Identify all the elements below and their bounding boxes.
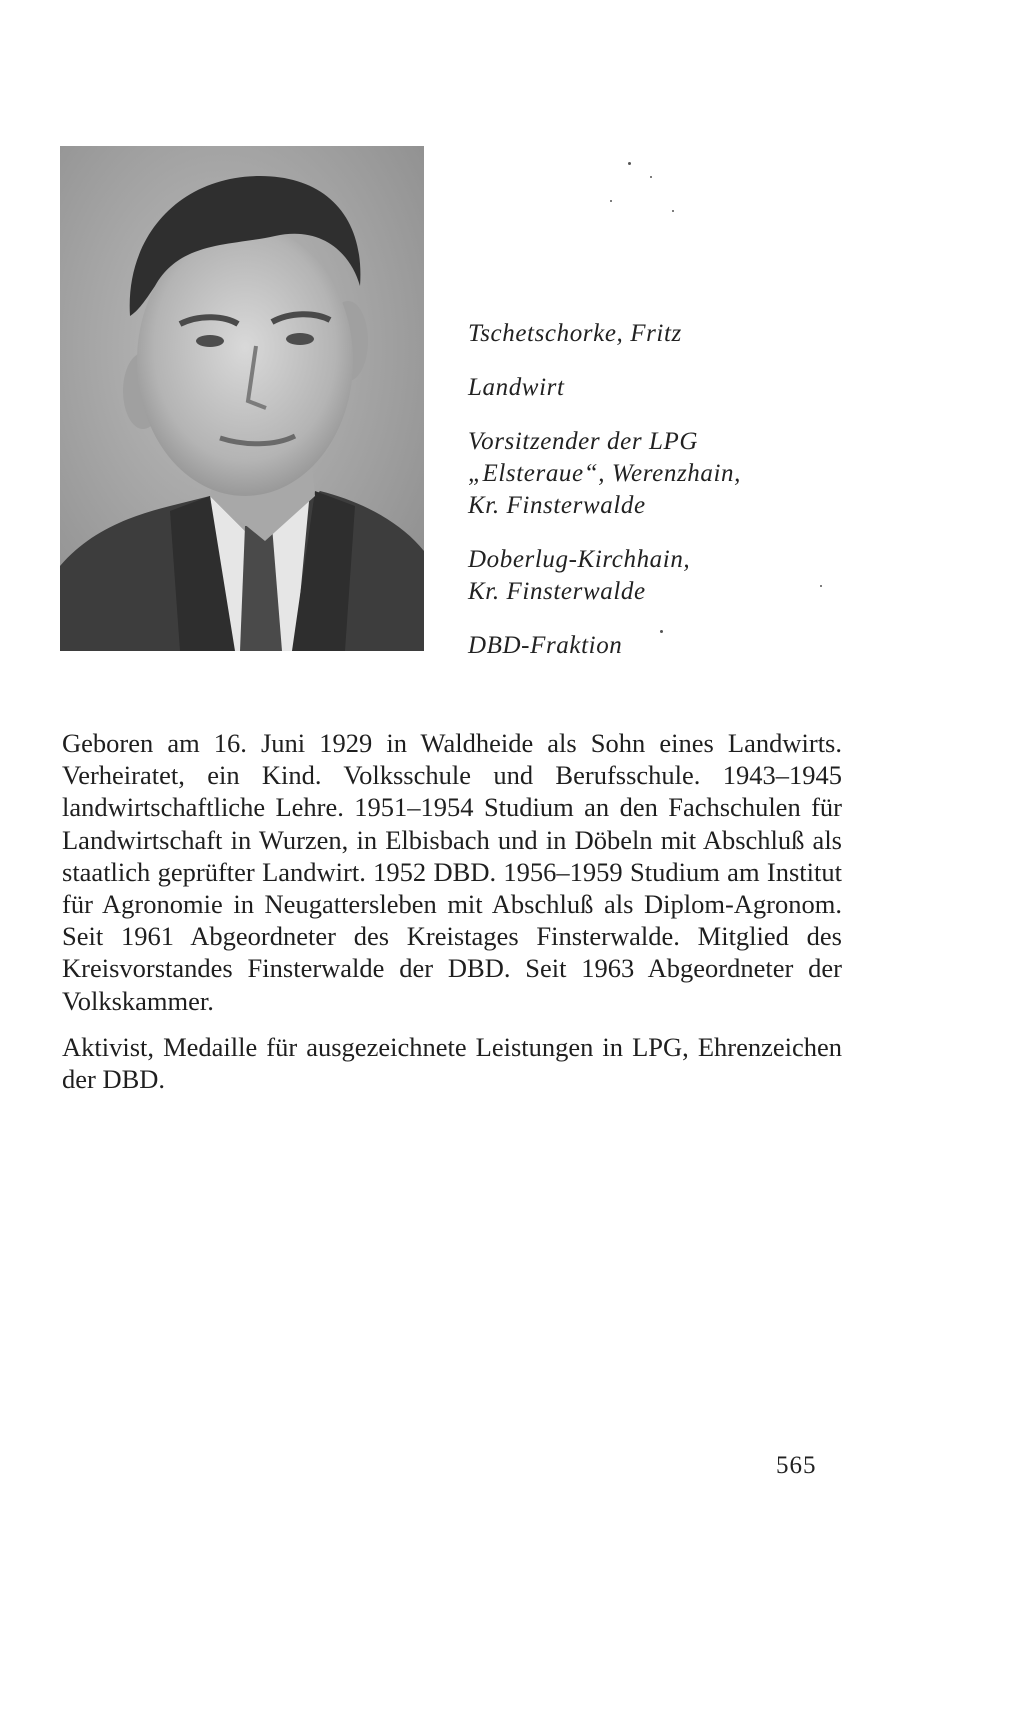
biography bbox=[62, 727, 842, 1095]
page-number: 565 bbox=[776, 1452, 817, 1479]
awards-paragraph: Aktivist, Medaille für ausgezeichnete Leistungen in LPG, Ehrenzeichen der DBD. bbox=[62, 1031, 842, 1095]
member-faction: DBD-Fraktion bbox=[468, 632, 623, 659]
scan-speck bbox=[660, 630, 663, 633]
member-profession: Landwirt bbox=[468, 374, 565, 401]
member-position bbox=[468, 426, 848, 522]
member-residence bbox=[468, 544, 848, 608]
position-line: „Elsteraue“, Werenzhain, bbox=[468, 460, 741, 487]
biography-paragraph: Geboren am 16. Juni 1929 in Waldheide als Sohn eines Landwirts. Verheiratet, ein Kind. Volksschule und Berufsschule. 1943–1945 landwirtschaftliche Lehre. 1951–1954 Studium an den Fachschulen für Landwirtschaft in Wurzen, in Elbisbach und in Döbeln mit Abschluß als staatlich geprüfter Landwirt. 1952 DBD. 1956–1959 Studium am Institut für Agronomie in Neugattersleben mit Abschluß als Diplom-Agronom. Seit 1961 Abgeordneter des Kreistages Finsterwalde. Mitglied des Kreisvorstandes Finsterwalde der DBD. Seit 1963 Abgeordneter der Volkskammer. bbox=[62, 728, 842, 1016]
portrait-photo bbox=[60, 146, 424, 651]
residence-line: Doberlug-Kirchhain, bbox=[468, 546, 691, 573]
residence-line: Kr. Finsterwalde bbox=[468, 578, 646, 605]
member-name: Tschetschorke, Fritz bbox=[468, 320, 682, 347]
scan-speck bbox=[610, 200, 612, 202]
position-line: Kr. Finsterwalde bbox=[468, 492, 646, 519]
member-identity-block bbox=[468, 318, 848, 684]
scan-speck bbox=[672, 210, 674, 212]
scan-speck bbox=[820, 585, 822, 587]
scan-speck bbox=[628, 162, 631, 165]
scan-speck bbox=[650, 176, 652, 178]
position-line: Vorsitzender der LPG bbox=[468, 428, 699, 455]
